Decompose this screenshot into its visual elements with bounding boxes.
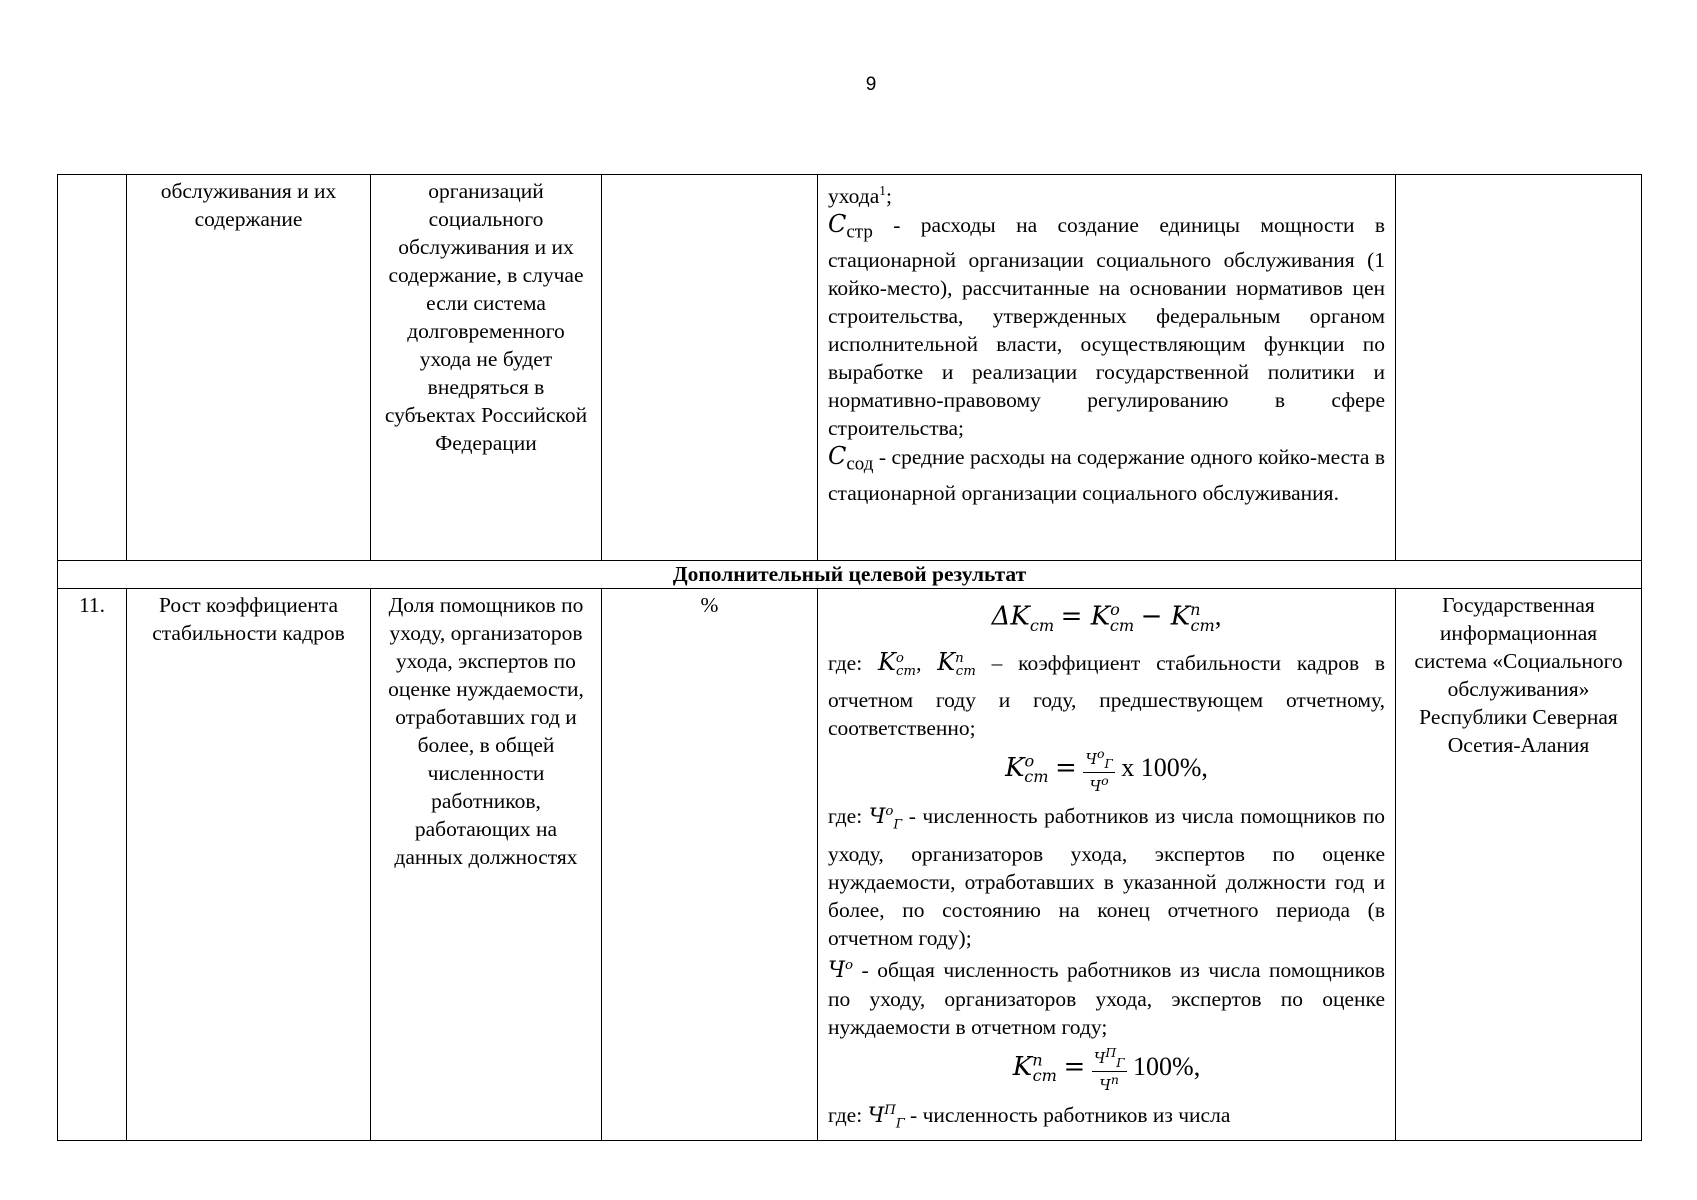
table-row (58, 589, 1642, 1141)
page-number: 9 (865, 74, 877, 95)
formula-k-o: $K^o_{cm}$ = $\frac{Ч^o_Г}{Ч^o}$ x 100%, (1005, 746, 1208, 796)
cell-name: Рост коэффициента стабильности кадров (127, 589, 371, 1141)
c-str-symbol: C (828, 210, 847, 239)
cell-number (58, 175, 127, 561)
cell-indicator: Доля помощников по уходу, организаторов ухода, экспертов по оценке нуждаемости, отработавших год и более, в общей численности работников, работающих на данных должностях (371, 589, 602, 1141)
indicators-table (57, 174, 1642, 1141)
table-row (58, 175, 1642, 561)
section-header-row (58, 561, 1642, 589)
cell-method: ухода$^1$; $C_{стр}$ - расходы на создание единицы мощности в стационарной организации социального обслуживания (1 койко-место), рассчитанные на основании нормативов цен строительства, утвержденных федеральным органом исполнительной власти, осуществляющим функции по выработке и реализации государственной политики и нормативно-правовому регулированию в сфере строительства; $C_{сод}$ - средние расходы на содержание одного койко-места в стационарной организации социального обслуживания. (818, 175, 1396, 561)
cell-source: Государственная информационная система «Социального обслуживания» Республики Северная Осетия-Алания (1396, 589, 1642, 1141)
cell-name: обслуживания и их содержание (127, 175, 371, 561)
cell-unit (602, 175, 818, 561)
cell-source (1396, 175, 1642, 561)
c-str-text: - расходы на создание единицы мощности в стационарной организации социального обслуживания (1 койко-место), рассчитанные на основании нормативов цен строительства, утвержденных федеральным органом исполнительной власти, осуществляющим функции по выработке и реализации государственной политики и нормативно-правовому регулированию в сфере строительства; (828, 213, 1386, 441)
formula-delta: $\Delta K_{cm} = K^o_{cm} - K^n_{cm}$, (991, 600, 1222, 635)
section-header: Дополнительный целевой результат (58, 561, 1642, 589)
c-sod-symbol: C (828, 442, 847, 471)
c-sod-text: - средние расходы на содержание одного койко-места в стационарной организации социального обслуживания. (828, 445, 1386, 505)
cell-method: $\Delta K_{cm} = K^o_{cm} - K^n_{cm}$, где: $K^o_{cm}$, $K^n_{cm}$ – коэффициент стабильности кадров в отчетном году и году, предшествующем отчетному, соответственно; $K^o_{cm}$ = $\frac{Ч^o_Г}{Ч^o}$ x 100%, где: $Ч^o_Г$ - численность работников из числа помощников по уходу, организаторов ухода, экспертов по оценке нуждаемости, отработавших в указанной должности год и более, по состоянию на конец отчетного периода (в отчетном году); $Ч^o$ - общая численность работников из числа помощников по уходу, организаторов ухода, экспертов по оценке нуждаемости в отчетном году; $K^n_{cm}$ = $\frac{Ч^П_Г}{Ч^n}$ 100%, где: $Ч^П_Г$ - численность работников из числа (818, 589, 1396, 1141)
cell-number: 11. (58, 589, 127, 1141)
formula-k-n: $K^n_{cm}$ = $\frac{Ч^П_Г}{Ч^n}$ 100%, (1012, 1044, 1201, 1094)
cell-indicator: организаций социального обслуживания и их содержание, в случае если система долговременного ухода не будет внедряться в субъектах Российской Федерации (371, 175, 602, 561)
cell-unit: % (602, 589, 818, 1141)
